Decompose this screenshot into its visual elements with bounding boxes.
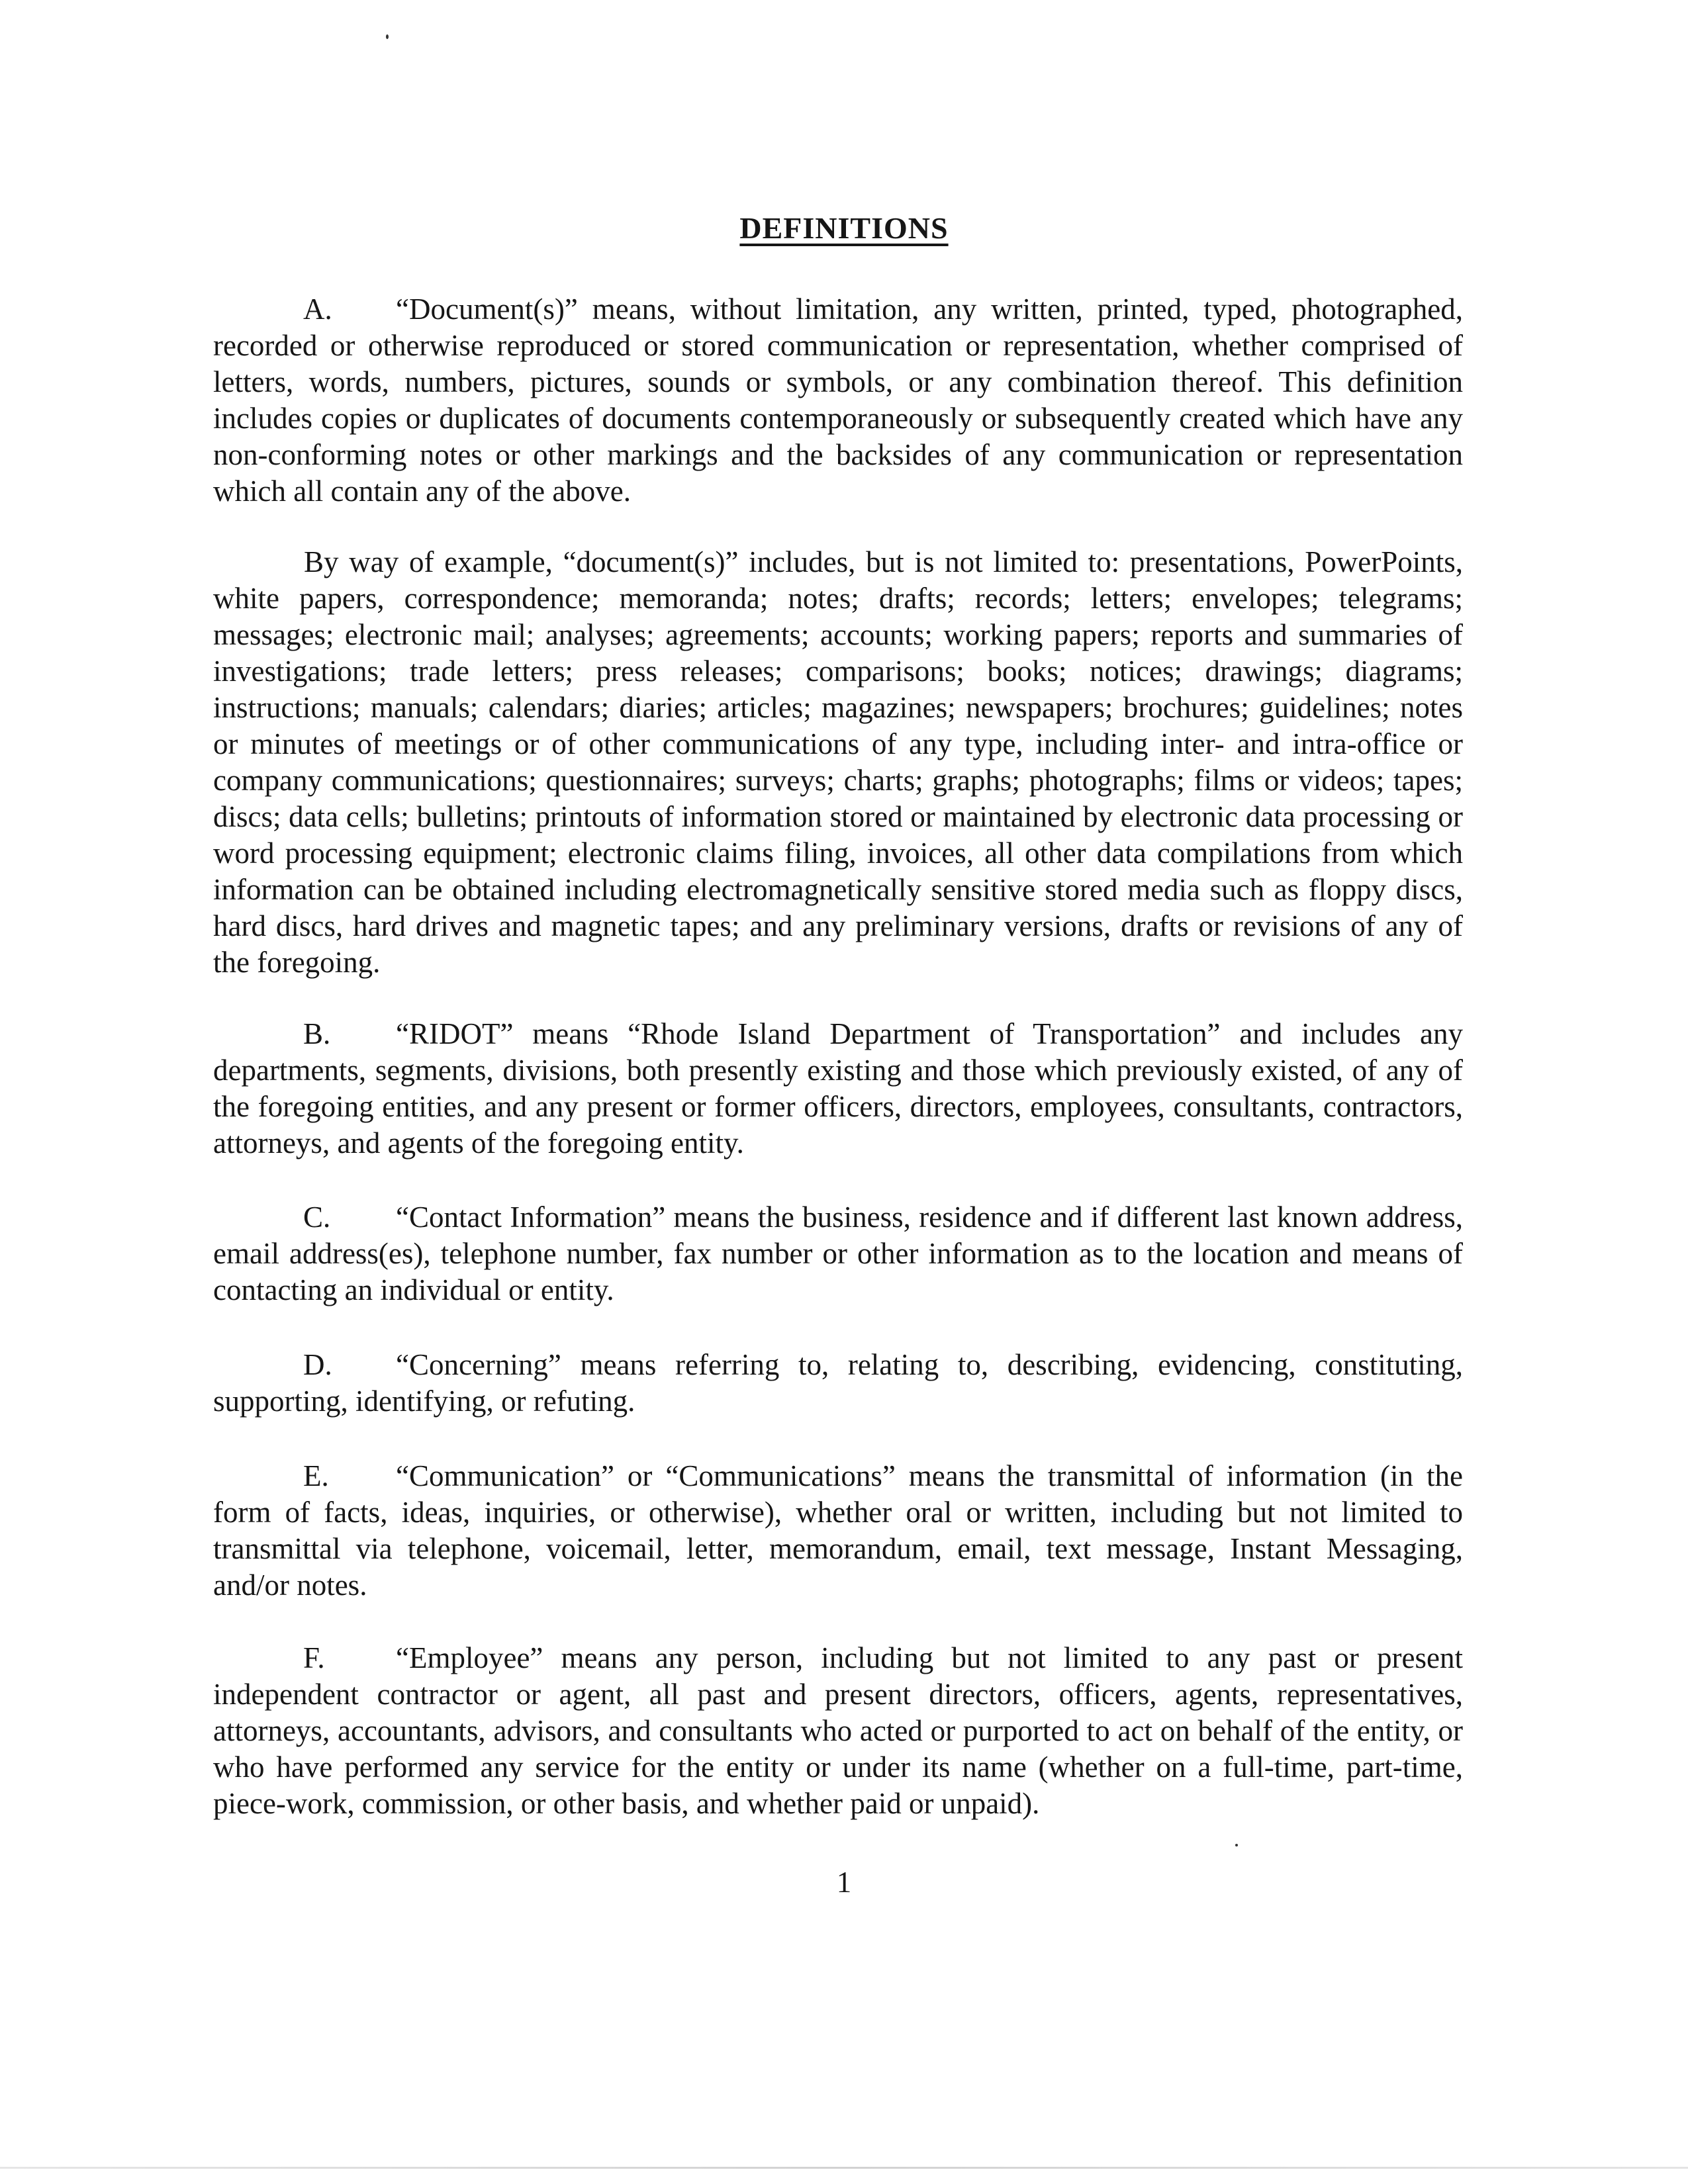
definition-text: “RIDOT” means “Rhode Island Department of Transportation” and includes any departments, segments, divisions, both presently existing and those which previously existed, of any of the foregoing entities, and any present or former officers, directors, employees, consultants, contractors, attorneys, and agents of the foregoing entity. — [213, 1017, 1463, 1160]
definition-text: “Employee” means any person, including but not limited to any past or present independent contractor or agent, all past and present directors, officers, agents, representatives, attorneys, accountants, advisors, and consultants who acted or purported to act on behalf of the entity, or who have performed any service for the entity or under its name (whether on a full-time, part-time, piece-work, commission, or other basis, and whether paid or unpaid). — [213, 1641, 1463, 1820]
definition-c — [213, 1199, 1463, 1308]
scan-speck — [1235, 1844, 1238, 1846]
scan-speck — [386, 34, 389, 39]
definition-d — [213, 1347, 1463, 1420]
definition-text: “Communication” or “Communications” means the transmittal of information (in the form of facts, ideas, inquiries, or otherwise), whether oral or written, including but not limited to transmittal via telephone, voicemail, letter, memorandum, email, text message, Instant Messaging, and/or notes. — [213, 1459, 1463, 1602]
definition-label: E. — [303, 1459, 329, 1492]
definition-label: F. — [303, 1641, 325, 1674]
definition-label: D. — [303, 1348, 332, 1381]
definition-a — [213, 291, 1463, 510]
definition-label: C. — [303, 1201, 331, 1234]
definition-a-examples — [213, 544, 1463, 981]
definition-label: A. — [303, 293, 332, 326]
definition-text: “Document(s)” means, without limitation, any written, printed, typed, photographed, recorded or otherwise reproduced or stored communication or representation, whether comprised of letters, words, numbers, pictures, sounds or symbols, or any combination thereof. This definition includes copies or duplicates of documents contemporaneously or subsequently created which have any non-conforming notes or other markings and the backsides of any communication or representation which all contain any of the above. — [213, 293, 1463, 508]
definition-f — [213, 1640, 1463, 1822]
definition-text: “Contact Information” means the business, residence and if different last known address, email address(es), telephone number, fax number or other information as to the location and means of contacting an individual or entity. — [213, 1201, 1463, 1306]
definition-text: “Concerning” means referring to, relating to, describing, evidencing, constituting, supporting, identifying, or refuting. — [213, 1348, 1463, 1418]
scan-edge-line — [0, 2167, 1688, 2169]
definition-b — [213, 1016, 1463, 1161]
page-number: 1 — [836, 1866, 852, 1899]
definition-e — [213, 1458, 1463, 1604]
definition-text: By way of example, “document(s)” includes, but is not limited to: presentations, PowerPoints, white papers, correspondence; memoranda; notes; drafts; records; letters; envelopes; telegrams; messages; electronic mail; analyses; agreements; accounts; working papers; reports and summaries of investigations; trade letters; press releases; comparisons; books; notices; drawings; diagrams; instructions; manuals; calendars; diaries; articles; magazines; newspapers; brochures; guidelines; notes or minutes of meetings or of other communications of any type, including inter- and intra-office or company communications; questionnaires; surveys; charts; graphs; photographs; films or videos; tapes; discs; data cells; bulletins; printouts of information stored or maintained by electronic data processing or word processing equipment; electronic claims filing, invoices, all other data compilations from which information can be obtained including electromagnetically sensitive stored media such as floppy discs, hard discs, hard drives and magnetic tapes; and any preliminary versions, drafts or revisions of any of the foregoing. — [213, 545, 1463, 979]
page-title: DEFINITIONS — [739, 211, 949, 245]
definition-label: B. — [303, 1017, 331, 1050]
